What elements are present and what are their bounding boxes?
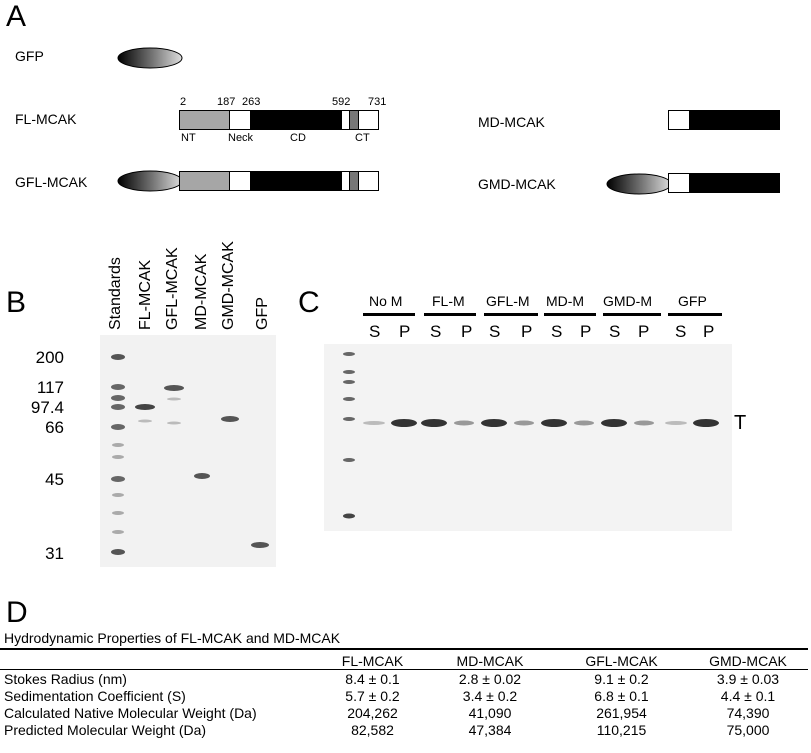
neck-domain	[668, 110, 690, 130]
table-cell: 75,000	[726, 721, 770, 738]
marker-45: 45	[45, 470, 64, 489]
table-cell: 5.7 ± 0.2	[345, 687, 400, 704]
catalytic-domain	[250, 110, 342, 130]
domain-nt-label: NT	[181, 132, 196, 144]
fl-mcak-band	[135, 404, 155, 410]
gmd-mcak-band	[221, 416, 239, 422]
group-label: GFL-M	[486, 293, 530, 309]
c-terminal-tail	[358, 110, 379, 130]
panel-a-letter: A	[6, 0, 27, 33]
gfl-mcak-domain-bar	[179, 171, 379, 191]
md-mcak-band	[194, 473, 210, 479]
domain-cd-label: CD	[290, 132, 306, 144]
hydrodynamic-table	[0, 652, 808, 738]
table-cell: 9.1 ± 0.2	[594, 670, 649, 687]
gfp-barrel-icon	[606, 172, 672, 196]
tubulin-band-label: T	[734, 412, 747, 434]
table-cell: 2.8 ± 0.02	[458, 670, 522, 687]
table-cell: 74,390	[726, 704, 770, 721]
marker-97-4: 97.4	[30, 398, 64, 417]
table-top-rule	[0, 648, 808, 650]
catalytic-domain	[689, 110, 780, 130]
table-header-row	[0, 652, 808, 669]
lane-label-standards: Standards	[107, 257, 124, 330]
panel-b-letter: B	[6, 286, 27, 319]
lane-label-md-mcak: MD-MCAK	[193, 253, 210, 330]
p-label: P	[638, 322, 650, 341]
row-label: Predicted Molecular Weight (Da)	[4, 721, 207, 738]
table-row	[0, 687, 808, 704]
table-row	[0, 704, 808, 721]
marker-117: 117	[36, 378, 64, 397]
table-cell: 110,215	[596, 721, 647, 738]
marker-200: 200	[35, 348, 64, 367]
p-label: P	[461, 322, 473, 341]
col-header-fl-mcak: FL-MCAK	[341, 652, 404, 669]
s-label: S	[369, 322, 381, 341]
s-label: S	[551, 322, 563, 341]
col-header-md-mcak: MD-MCAK	[456, 652, 524, 669]
table-cell: 3.9 ± 0.03	[716, 670, 780, 687]
s-label: S	[675, 322, 687, 341]
row-label: Stokes Radius (nm)	[4, 670, 127, 687]
neck-domain	[668, 173, 690, 193]
residue-263: 263	[242, 96, 261, 108]
md-mcak-domain-bar	[668, 110, 780, 130]
table-cell: 47,384	[468, 721, 512, 738]
gmd-mcak-label: GMD-MCAK	[478, 176, 556, 192]
table-cell: 3.4 ± 0.2	[462, 687, 518, 704]
gfl-mcak-label: GFL-MCAK	[15, 174, 88, 190]
gmd-mcak-domain-bar	[668, 173, 780, 193]
neck-domain	[229, 110, 251, 130]
group-label: No M	[369, 293, 403, 309]
group-label: GFP	[678, 293, 707, 309]
p-label: P	[703, 322, 715, 341]
cosedimentation-gel	[324, 344, 732, 531]
p-label: P	[399, 322, 411, 341]
col-header-gfl-mcak: GFL-MCAK	[585, 652, 658, 669]
marker-31: 31	[45, 544, 64, 563]
table-cell: 8.4 ± 0.1	[345, 670, 400, 687]
table-cell: 82,582	[351, 721, 394, 738]
s-label: S	[430, 322, 442, 341]
panel-c-letter: C	[298, 286, 320, 319]
catalytic-domain	[250, 171, 342, 191]
domain-neck-label: Neck	[228, 132, 254, 144]
residue-2: 2	[180, 96, 187, 108]
panel-d-letter: D	[6, 596, 28, 629]
nt-domain	[179, 171, 230, 191]
gfl-mcak-band	[164, 385, 184, 391]
catalytic-domain	[689, 173, 780, 193]
table-caption: Hydrodynamic Properties of FL-MCAK and MD-MCAK	[4, 630, 341, 646]
gfp-label: GFP	[15, 48, 44, 64]
s-label: S	[489, 322, 501, 341]
table-row	[0, 721, 808, 738]
md-mcak-label: MD-MCAK	[478, 114, 545, 130]
col-header-gmd-mcak: GMD-MCAK	[709, 652, 787, 669]
p-label: P	[521, 322, 533, 341]
neck-domain	[229, 171, 251, 191]
residue-592: 592	[332, 96, 351, 108]
group-label: GMD-M	[603, 293, 652, 309]
c-terminal-tail	[358, 171, 379, 191]
table-cell: 261,954	[596, 704, 647, 721]
marker-66: 66	[45, 418, 64, 437]
fl-mcak-domain-bar	[179, 110, 379, 130]
lane-label-gfl-mcak: GFL-MCAK	[164, 247, 181, 330]
table-cell: 204,262	[347, 704, 398, 721]
p-label: P	[580, 322, 592, 341]
row-label: Sedimentation Coefficient (S)	[4, 687, 186, 704]
gfp-band	[251, 542, 269, 548]
table-cell: 41,090	[468, 704, 512, 721]
domain-ct-label: CT	[355, 132, 370, 144]
table-row	[0, 670, 808, 687]
fl-mcak-label: FL-MCAK	[15, 111, 77, 127]
table-cell: 4.4 ± 0.1	[720, 687, 776, 704]
s-label: S	[609, 322, 621, 341]
nt-domain	[179, 110, 230, 130]
group-label: FL-M	[432, 293, 465, 309]
row-label: Calculated Native Molecular Weight (Da)	[4, 704, 257, 721]
lane-label-gmd-mcak: GMD-MCAK	[220, 241, 237, 330]
residue-731: 731	[368, 96, 387, 108]
gfp-barrel-icon	[117, 169, 183, 193]
gfp-barrel-icon	[117, 46, 183, 70]
table-cell: 6.8 ± 0.1	[594, 687, 649, 704]
group-label: MD-M	[546, 293, 585, 309]
lane-label-fl-mcak: FL-MCAK	[137, 259, 154, 330]
sds-page-gel	[100, 335, 276, 567]
lane-label-gfp: GFP	[254, 297, 271, 330]
residue-187: 187	[217, 96, 236, 108]
